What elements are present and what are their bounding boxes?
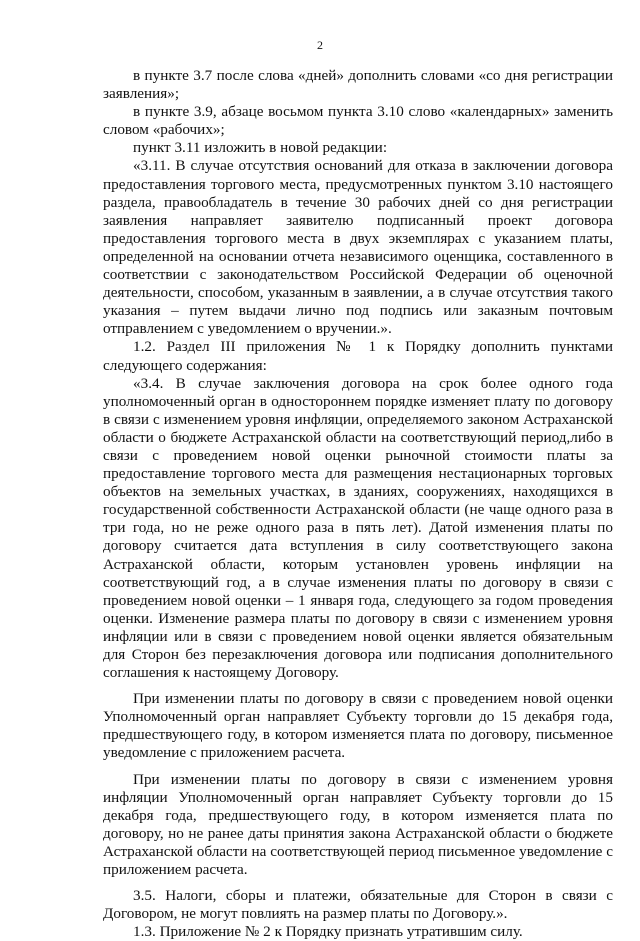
document-body [103,67,613,941]
paragraph-3-4: «3.4. В случае заключения договора на срок более одного года уполномоченный орган в одностороннем порядке изменяет плату по договору в связи с изменением уровня инфляции, определяемого законом Астраханской области о бюджете Астраханской области на соответствующий период,либо в связи с проведением новой оценки рыночной стоимости платы за предоставление торгового места для размещения нестационарных торговых объектов на земельных участках, в зданиях, сооружениях, находящихся в государственной собственности Астраханской области (не чаще одного раза в три года, но не реже одного раза в пять лет). Датой изменения платы по договору считается дата вступления в силу соответствующего закона Астраханской области, которым установлен уровень инфляции на соответствующий год, а в случае изменения платы по договору в связи с проведением новой оценки – 1 января года, следующего за годом проведения оценки. Изменение размера платы по договору в связи с изменением уровня инфляции или в связи с проведением новой оценки является обязательным для Сторон без перезаключения договора или подписания дополнительного соглашения к настоящему Договору. [103,374,613,682]
paragraph-1-2: 1.2. Раздел III приложения № 1 к Порядку дополнить пунктами следующего содержания: [103,338,613,374]
paragraph-amend-3-7: в пункте 3.7 после слова «дней» дополнить словами «со дня регистрации заявления»; [103,67,613,103]
page-number: 2 [317,38,323,52]
paragraph-3-11-text: «3.11. В случае отсутствия оснований для отказа в заключении договора предоставления торгового места, предусмотренных пунктом 3.10 настоящего раздела, правообладатель в течение 30 рабочих дней со дня регистрации заявления направляет заявителю подписанный проект договора предоставления торгового места в двух экземплярах с указанием платы, определенной на основании отчета независимого оценщика, составленного в соответствии с законодательством Российской Федерации об оценочной деятельности, способом, указанным в заявлении, а в случае отсутствия такого указания – путем выдачи лично под подпись или заказным почтовым отправлением с уведомлением о вручении.». [103,157,613,338]
paragraph-3-11-intro: пункт 3.11 изложить в новой редакции: [133,139,388,157]
paragraph-1-3: 1.3. Приложение № 2 к Порядку признать утратившим силу. [133,923,523,941]
paragraph-new-assessment: При изменении платы по договору в связи с проведением новой оценки Уполномоченный орган направляет Субъекту торговли до 15 декабря года, предшествующего году, в котором изменяется плата по договору, письменное уведомление с приложением расчета. [103,690,613,762]
paragraph-3-5: 3.5. Налоги, сборы и платежи, обязательные для Сторон в связи с Договором, не могут повлиять на размер платы по Договору.». [103,887,613,923]
paragraph-amend-3-9: в пункте 3.9, абзаце восьмом пункта 3.10 слово «календарных» заменить словом «рабочих»; [103,103,613,139]
paragraph-inflation: При изменении платы по договору в связи с изменением уровня инфляции Уполномоченный орган направляет Субъекту торговли до 15 декабря года, предшествующего году, в котором изменяется плата по договору, но не ранее даты принятия закона Астраханской области о бюджете Астраханской области на соответствующей период письменное уведомление с приложением расчета. [103,770,613,879]
